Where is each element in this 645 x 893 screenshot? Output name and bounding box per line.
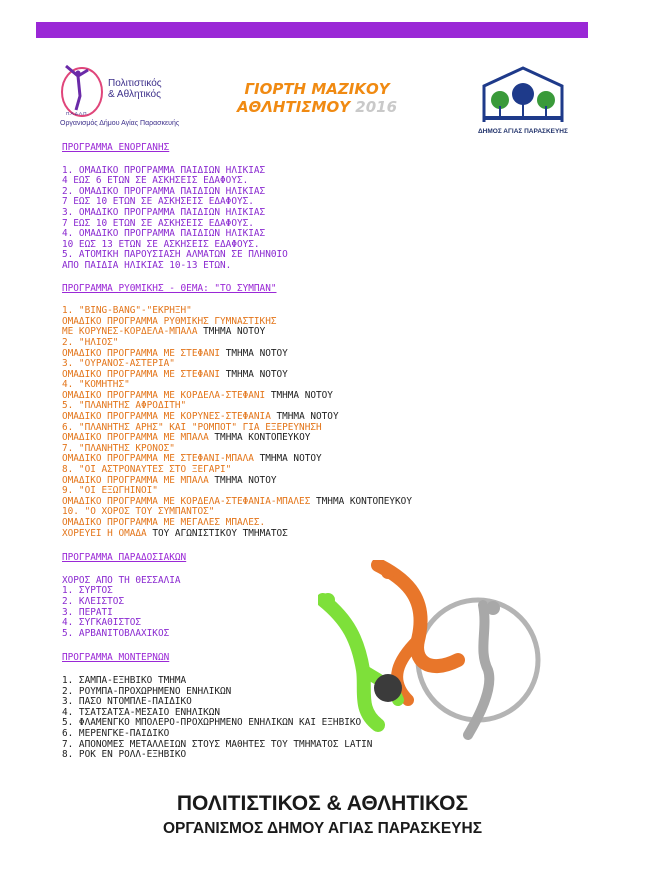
event-title-line1: ΓΙΟΡΤΗ ΜΑΖΙΚΟΥ [244, 80, 390, 98]
event-title-word: ΑΘΛΗΤΙΣΜΟΥ [236, 98, 351, 116]
list-item: 8. "ΟΙ ΑΣΤΡΟΝΑΥΤΕΣ ΣΤΟ ΞΕΓΑΡΙ" [62, 464, 232, 476]
list-item: 1. ΟΜΑΔΙΚΟ ΠΡΟΓΡΑΜΜΑ ΠΑΙΔΙΩΝ ΗΛΙΚΙΑΣ [62, 164, 266, 176]
list-item: 4 ΕΩΣ 6 ΕΤΩΝ ΣΕ ΑΣΚΗΣΕΙΣ ΕΔΑΦΟΥΣ. [62, 175, 249, 187]
list-item: ΟΜΑΔΙΚΟ ΠΡΟΓΡΑΜΜΑ ΡΥΘΜΙΚΗΣ ΓΥΜΝΑΣΤΙΚΗΣ [62, 315, 277, 327]
team-name: ΤΜΗΜΑ ΝΟΤΟΥ [203, 326, 266, 338]
list-item: 4. ΤΣΑΤΣΑΤΣΑ-ΜΕΣΑΙΟ ΕΝΗΛΙΚΩΝ [62, 706, 221, 718]
org-logo-line2: & Αθλητικός [108, 89, 161, 100]
event-title-year: 2016 [355, 98, 398, 116]
list-item [62, 529, 622, 540]
paradosiakon-subtitle: ΧΟΡΟΣ ΑΠΟ ΤΗ ΘΕΣΣΑΛΙΑ [62, 574, 181, 586]
list-item: 5. ΦΛΑΜΕΝΓΚΟ ΜΠΟΛΕΡΟ-ΠΡΟΧΩΡΗΜΕΝΟ ΕΝΗΛΙΚΩΝ ΚΑΙ ΕΞΗΒΙΚΟ [62, 717, 362, 729]
rythmikis-list [62, 306, 622, 539]
program-desc: ΜΕ ΚΟΡΥΝΕΣ-ΚΟΡΔΕΛΑ-ΜΠΑΛΑ [62, 326, 198, 338]
list-item: 4. "ΚΟΜΗΤΗΣ" [62, 379, 130, 391]
list-item [62, 327, 622, 338]
list-item: 1. ΣΑΜΠΑ-ΕΞΗΒΙΚΟ ΤΜΗΜΑ [62, 674, 187, 686]
list-item: 2. ΟΜΑΔΙΚΟ ΠΡΟΓΡΑΜΜΑ ΠΑΙΔΙΩΝ ΗΛΙΚΙΑΣ [62, 185, 266, 197]
list-item: 7 ΕΩΣ 10 ΕΤΩΝ ΣΕ ΑΣΚΗΣΕΙΣ ΕΔΑΦΟΥΣ. [62, 217, 254, 229]
team-name: ΤΜΗΜΑ ΝΟΤΟΥ [225, 347, 288, 359]
org-logo-line3: Οργανισμός Δήμου Αγίας Παρασκευής [60, 120, 180, 127]
program-desc: ΟΜΑΔΙΚΟ ΠΡΟΓΡΑΜΜΑ ΜΕ ΚΟΡΔΕΛΑ-ΣΤΕΦΑΝΙ [62, 389, 266, 401]
list-item: 3. ΠΕΡΑΤΙ [62, 606, 113, 618]
footer-line1: ΠΟΛΙΤΙΣΤΙΚΟΣ & ΑΘΛΗΤΙΚΟΣ [176, 792, 469, 815]
org-logo-line1: Πολιτιστικός [108, 78, 162, 89]
list-item: 4. ΟΜΑΔΙΚΟ ΠΡΟΓΡΑΜΜΑ ΠΑΙΔΙΩΝ ΗΛΙΚΙΑΣ [62, 228, 266, 240]
list-item: 10 ΕΩΣ 13 ΕΤΩΝ ΣΕ ΑΣΚΗΣΕΙΣ ΕΔΑΦΟΥΣ. [62, 238, 260, 250]
enorganis-list [62, 166, 622, 272]
list-item: 7 ΕΩΣ 10 ΕΤΩΝ ΣΕ ΑΣΚΗΣΕΙΣ ΕΔΑΦΟΥΣ. [62, 196, 254, 208]
team-name: ΤΜΗΜΑ ΚΟΝΤΟΠΕΥΚΟΥ [316, 495, 412, 507]
event-title-line2 [222, 98, 412, 116]
team-name: ΤΜΗΜΑ ΝΟΤΟΥ [276, 411, 339, 423]
list-item [62, 370, 622, 381]
list-item: 1. ΣΥΡΤΟΣ [62, 585, 113, 597]
program-desc: ΟΜΑΔΙΚΟ ΠΡΟΓΡΑΜΜΑ ΜΕ ΚΟΡΔΕΛΑ-ΣΤΕΦΑΝΙΑ-ΜΠΑΛΕΣ [62, 495, 311, 507]
list-item: 8. ΡΟΚ ΕΝ ΡΟΛΛ-ΕΞΗΒΙΚΟ [62, 749, 187, 761]
team-name: ΤΜΗΜΑ ΚΟΝΤΟΠΕΥΚΟΥ [214, 432, 311, 444]
program-desc: ΟΜΑΔΙΚΟ ΠΡΟΓΡΑΜΜΑ ΜΕ ΣΤΕΦΑΝΙ [62, 347, 221, 359]
section-title-paradosiakon: ΠΡΟΓΡΑΜΜΑ ΠΑΡΑΔΟΣΙΑΚΩΝ [62, 552, 187, 564]
list-item: 3. "ΟΥΡΑΝΟΣ-ΑΣΤΕΡΙΑ" [62, 358, 175, 370]
program-desc: ΟΜΑΔΙΚΟ ΠΡΟΓΡΑΜΜΑ ΜΕ ΜΠΑΛΑ [62, 474, 209, 486]
list-item: 5. ΑΡΒΑΝΙΤΟΒΛΑΧΙΚΟΣ [62, 627, 170, 639]
event-title [222, 80, 412, 116]
org-logo [58, 62, 208, 132]
program-desc: ΟΜΑΔΙΚΟ ΠΡΟΓΡΑΜΜΑ ΜΕ ΜΠΑΛΑ [62, 432, 209, 444]
program-desc: ΧΟΡΕΥΕΙ Η ΟΜΑΔΑ [62, 527, 147, 539]
list-item: 4. ΣΥΓΚΑΘΙΣΤΟΣ [62, 617, 142, 629]
team-name: ΤΟΥ ΑΓΩΝΙΣΤΙΚΟΥ ΤΜΗΜΑΤΟΣ [152, 527, 288, 539]
org-logo-badge: Π.Α.Δ.Α.Π. [66, 111, 88, 116]
list-item: 5. ΑΤΟΜΙΚΗ ΠΑΡΟΥΣΙΑΣΗ ΑΛΜΑΤΩΝ ΣΕ ΠΛΗΝΘΙΟ [62, 249, 288, 261]
list-item: 7. "ΠΛΑΝΗΤΗΣ ΚΡΟΝΟΣ" [62, 442, 175, 454]
list-item: 3. ΟΜΑΔΙΚΟ ΠΡΟΓΡΑΜΜΑ ΠΑΙΔΙΩΝ ΗΛΙΚΙΑΣ [62, 206, 266, 218]
monternon-list [62, 676, 622, 761]
team-name: ΤΜΗΜΑ ΝΟΤΟΥ [270, 389, 333, 401]
team-name: ΤΜΗΜΑ ΝΟΤΟΥ [259, 453, 322, 465]
list-item: 7. ΑΠΟΝΟΜΕΣ ΜΕΤΑΛΛΕΙΩΝ ΣΤΟΥΣ ΜΑΘΗΤΕΣ ΤΟΥ ΤΜΗΜΑΤΟΣ LATIN [62, 738, 373, 750]
list-item: 2. ΚΛΕΙΣΤΟΣ [62, 595, 125, 607]
municipality-logo-caption: ΔΗΜΟΣ ΑΓΙΑΣ ΠΑΡΑΣΚΕΥΗΣ [478, 128, 568, 135]
top-color-bar [36, 22, 588, 38]
list-item: ΑΠΟ ΠΑΙΔΙΑ ΗΛΙΚΙΑΣ 10-13 ΕΤΩΝ. [62, 259, 232, 271]
paradosiakon-list [62, 586, 622, 639]
municipality-house-tree-icon [478, 66, 568, 126]
list-item: 2. "ΗΛΙΟΣ" [62, 336, 119, 348]
list-item: 3. ΠΑΣΟ ΝΤΟΜΠΛΕ-ΠΑΙΔΙΚΟ [62, 696, 192, 708]
team-name: ΤΜΗΜΑ ΝΟΤΟΥ [214, 474, 277, 486]
footer-line2: ΟΡΓΑΝΙΣΜΟΣ ΔΗΜΟΥ ΑΓΙΑΣ ΠΑΡΑΣΚΕΥΗΣ [162, 820, 482, 837]
list-item: 6. "ΠΛΑΝΗΤΗΣ ΑΡΗΣ" ΚΑΙ "ΡΟΜΠΟΤ" ΓΙΑ ΕΞΕΡΕΥΝΗΣΗ [62, 421, 322, 433]
section-title-monternon: ΠΡΟΓΡΑΜΜΑ ΜΟΝΤΕΡΝΩΝ [62, 652, 170, 664]
list-item: 5. "ΠΛΑΝΗΤΗΣ ΑΦΡΟΔΙΤΗ" [62, 400, 187, 412]
section-title-rythmikis: ΠΡΟΓΡΑΜΜΑ ΡΥΘΜΙΚΗΣ - ΘΕΜΑ: "ΤΟ ΣΥΜΠΑΝ" [62, 282, 277, 294]
list-item: 10. "Ο ΧΟΡΟΣ ΤΟΥ ΣΥΜΠΑΝΤΟΣ" [62, 506, 215, 518]
list-item: 9. "ΟΙ ΕΞΩΓΗΙΝΟΙ" [62, 485, 158, 497]
list-item: 1. "BING-BANG"-"ΕΚΡΗΞΗ" [62, 305, 192, 317]
list-item: 2. ΡΟΥΜΠΑ-ΠΡΟΧΩΡΗΜΕΝΟ ΕΝΗΛΙΚΩΝ [62, 685, 232, 697]
program-desc: ΟΜΑΔΙΚΟ ΠΡΟΓΡΑΜΜΑ ΜΕ ΣΤΕΦΑΝΙ-ΜΠΑΛΑ [62, 453, 254, 465]
program-desc: ΟΜΑΔΙΚΟ ΠΡΟΓΡΑΜΜΑ ΜΕ ΣΤΕΦΑΝΙ [62, 368, 221, 380]
section-title-enorganis: ΠΡΟΓΡΑΜΜΑ ΕΝΟΡΓΑΝΗΣ [62, 142, 170, 153]
municipality-logo [478, 66, 568, 136]
program-content [62, 143, 622, 761]
list-item: ΟΜΑΔΙΚΟ ΠΡΟΓΡΑΜΜΑ ΜΕ ΜΕΓΑΛΕΣ ΜΠΑΛΕΣ. [62, 517, 266, 528]
program-desc: ΟΜΑΔΙΚΟ ΠΡΟΓΡΑΜΜΑ ΜΕ ΚΟΡΥΝΕΣ-ΣΤΕΦΑΝΙΑ [62, 411, 271, 423]
list-item: 6. ΜΕΡΕΝΓΚΕ-ΠΑΙΔΙΚΟ [62, 727, 170, 739]
gymnast-emblem-icon [58, 62, 104, 120]
team-name: ΤΜΗΜΑ ΝΟΤΟΥ [225, 368, 288, 380]
